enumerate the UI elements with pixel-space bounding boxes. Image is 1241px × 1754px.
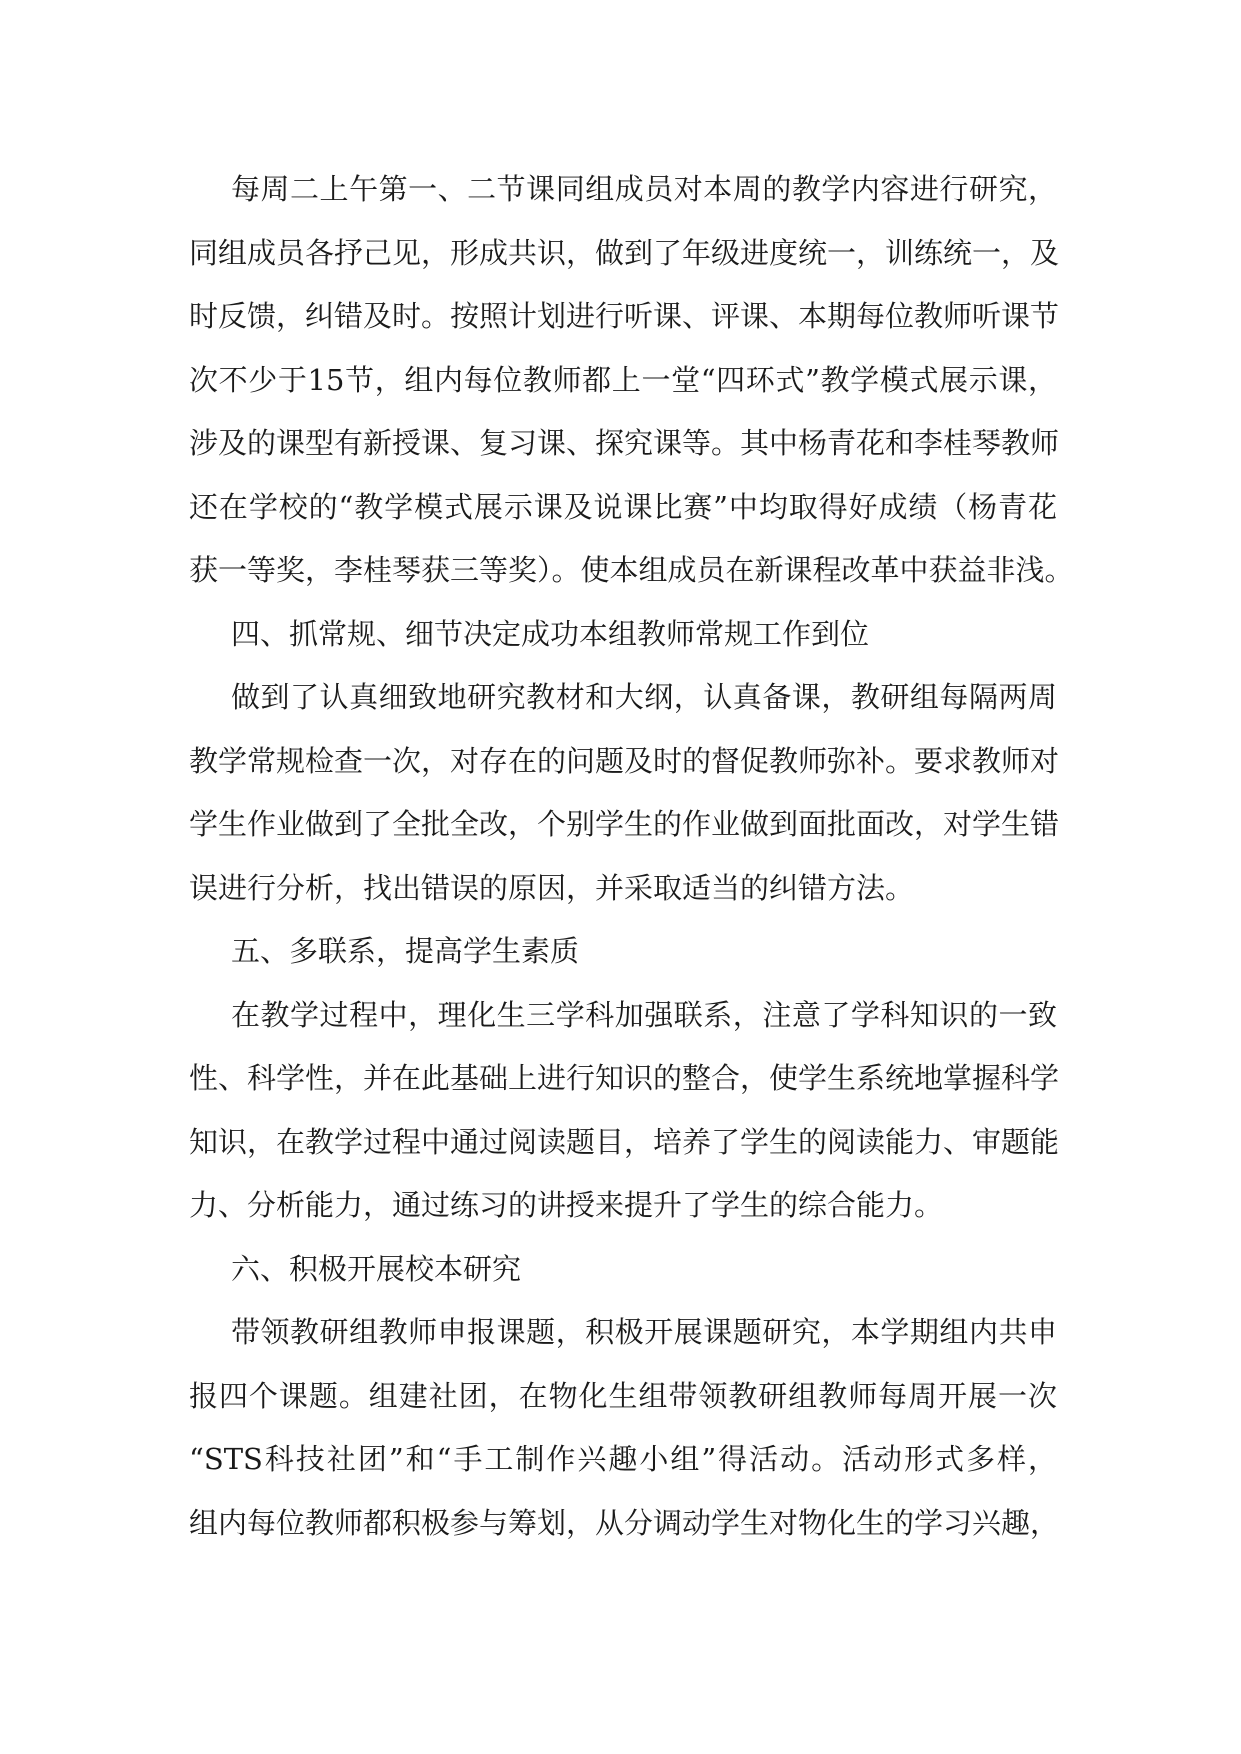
section-heading: 四、抓常规、细节决定成功本组教师常规工作到位 <box>231 616 870 651</box>
text-line: 报四个课题。组建社团，在物化生组带领教研组教师每周开展一次 <box>189 1378 1057 1413</box>
text-line: 知识，在教学过程中通过阅读题目，培养了学生的阅读能力、审题能 <box>189 1124 1060 1159</box>
text-line: 时反馈，纠错及时。按照计划进行听课、评课、本期每位教师听课节 <box>189 299 1060 333</box>
text-line: 学生作业做到了全批全改，个别学生的作业做到面批面改，对学生错 <box>189 807 1060 841</box>
text-line: 还在学校的“教学模式展示课及说课比赛”中均取得好成绩（杨青花 <box>189 489 1057 524</box>
section-heading: 六、积极开展校本研究 <box>231 1251 522 1286</box>
body-text <box>189 158 1074 1555</box>
text-line: 次不少于15节，组内每位教师都上一堂“四环式”教学模式展示课， <box>189 362 1057 397</box>
text-line: 获一等奖，李桂琴获三等奖）。使本组成员在新课程改革中获益非浅。 <box>189 553 1074 587</box>
text-line: 组内每位教师都积极参与筹划，从分调动学生对物化生的学习兴趣， <box>189 1505 1060 1540</box>
text-line: 涉及的课型有新授课、复习课、探究课等。其中杨青花和李桂琴教师 <box>189 426 1060 460</box>
text-line: 力、分析能力，通过练习的讲授来提升了学生的综合能力。 <box>189 1188 944 1222</box>
text-line: 误进行分析，找出错误的原因，并采取适当的纠错方法。 <box>189 870 915 905</box>
text-line: 带领教研组教师申报课题，积极开展课题研究，本学期组内共申 <box>231 1315 1057 1349</box>
text-line: “STS科技社团”和“手工制作兴趣小组”得活动。活动形式多样， <box>189 1442 1057 1476</box>
section-heading: 五、多联系，提高学生素质 <box>231 934 580 968</box>
text-line: 做到了认真细致地研究教材和大纲，认真备课，教研组每隔两周 <box>231 680 1057 714</box>
text-line: 教学常规检查一次，对存在的问题及时的督促教师弥补。要求教师对 <box>189 743 1060 778</box>
text-line: 在教学过程中，理化生三学科加强联系，注意了学科知识的一致 <box>231 997 1057 1032</box>
text-line: 同组成员各抒己见，形成共识，做到了年级进度统一，训练统一，及 <box>189 235 1060 270</box>
text-line: 性、科学性，并在此基础上进行知识的整合，使学生系统地掌握科学 <box>189 1061 1060 1095</box>
text-line: 每周二上午第一、二节课同组成员对本周的教学内容进行研究， <box>231 172 1057 206</box>
